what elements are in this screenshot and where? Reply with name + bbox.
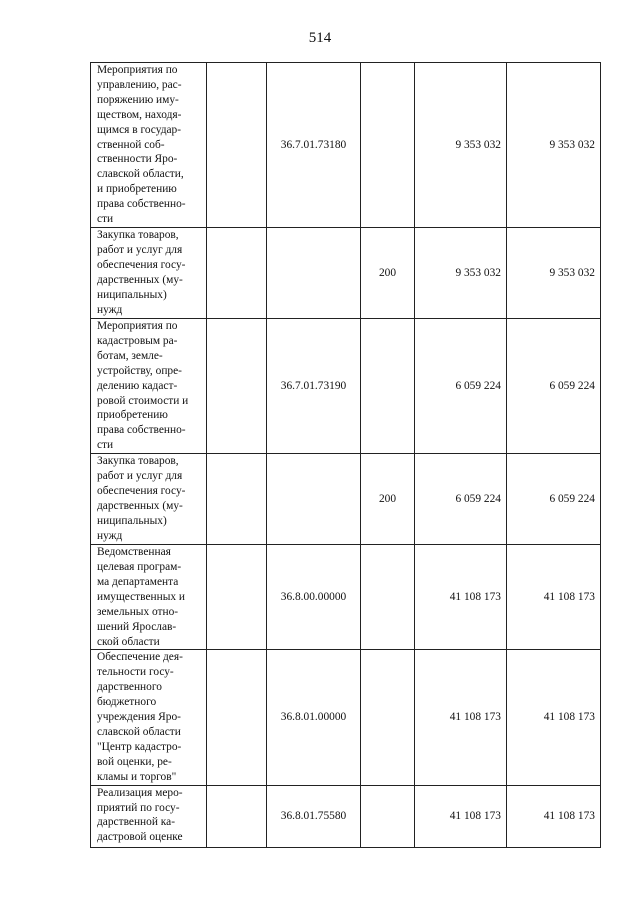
row-name-cell: Мероприятия по кадастровым ра- ботам, земле- устройству, опре- делению кадаст- ровой стоимости и приобретению права собственно- сти <box>91 318 207 453</box>
row-type-cell <box>361 318 415 453</box>
row-code-cell: 36.8.01.75580 <box>267 785 361 847</box>
row-ministry-cell <box>207 227 267 318</box>
row-type-cell: 200 <box>361 227 415 318</box>
row-name-cell: Обеспечение дея- тельности госу- дарственного бюджетного учреждения Яро- славской области "Центр кадастро- вой оценки, ре- кламы и торгов" <box>91 650 207 785</box>
row-type-cell <box>361 545 415 650</box>
table-row <box>91 318 601 453</box>
row-type-cell <box>361 63 415 228</box>
row-name-cell: Закупка товаров, работ и услуг для обеспечения госу- дарственных (му- ниципальных) нужд <box>91 454 207 545</box>
row-sum2-cell: 6 059 224 <box>507 454 601 545</box>
row-name-cell: Мероприятия по управлению, рас- поряжению иму- ществом, находя- щимся в государ- ственной соб- ственности Яро- славской области, и приобретению права собственно- сти <box>91 63 207 228</box>
row-sum1-cell: 6 059 224 <box>415 454 507 545</box>
row-type-cell <box>361 785 415 847</box>
table-row <box>91 785 601 847</box>
row-sum1-cell: 41 108 173 <box>415 650 507 785</box>
row-sum1-cell: 41 108 173 <box>415 785 507 847</box>
row-sum1-cell: 6 059 224 <box>415 318 507 453</box>
row-ministry-cell <box>207 318 267 453</box>
row-sum1-cell: 41 108 173 <box>415 545 507 650</box>
budget-table <box>90 62 601 848</box>
row-name-cell: Ведомственная целевая програм- ма департамента имущественных и земельных отно- шений Ярослав- ской области <box>91 545 207 650</box>
row-name-cell: Реализация меро- приятий по госу- дарственной ка- дастровой оценке <box>91 785 207 847</box>
row-ministry-cell <box>207 545 267 650</box>
row-ministry-cell <box>207 454 267 545</box>
row-ministry-cell <box>207 785 267 847</box>
table-row <box>91 454 601 545</box>
row-sum2-cell: 6 059 224 <box>507 318 601 453</box>
row-sum2-cell: 41 108 173 <box>507 785 601 847</box>
row-code-cell <box>267 454 361 545</box>
row-type-cell: 200 <box>361 454 415 545</box>
row-code-cell: 36.7.01.73190 <box>267 318 361 453</box>
row-code-cell: 36.7.01.73180 <box>267 63 361 228</box>
row-ministry-cell <box>207 63 267 228</box>
table-row <box>91 650 601 785</box>
row-sum2-cell: 9 353 032 <box>507 227 601 318</box>
page-number: 514 <box>308 30 332 46</box>
row-sum1-cell: 9 353 032 <box>415 63 507 228</box>
row-code-cell <box>267 227 361 318</box>
table-row <box>91 63 601 228</box>
row-code-cell: 36.8.00.00000 <box>267 545 361 650</box>
row-sum1-cell: 9 353 032 <box>415 227 507 318</box>
table-row <box>91 545 601 650</box>
row-sum2-cell: 41 108 173 <box>507 650 601 785</box>
row-type-cell <box>361 650 415 785</box>
row-ministry-cell <box>207 650 267 785</box>
table-row <box>91 227 601 318</box>
row-name-cell: Закупка товаров, работ и услуг для обеспечения госу- дарственных (му- ниципальных) нужд <box>91 227 207 318</box>
row-sum2-cell: 41 108 173 <box>507 545 601 650</box>
row-sum2-cell: 9 353 032 <box>507 63 601 228</box>
row-code-cell: 36.8.01.00000 <box>267 650 361 785</box>
